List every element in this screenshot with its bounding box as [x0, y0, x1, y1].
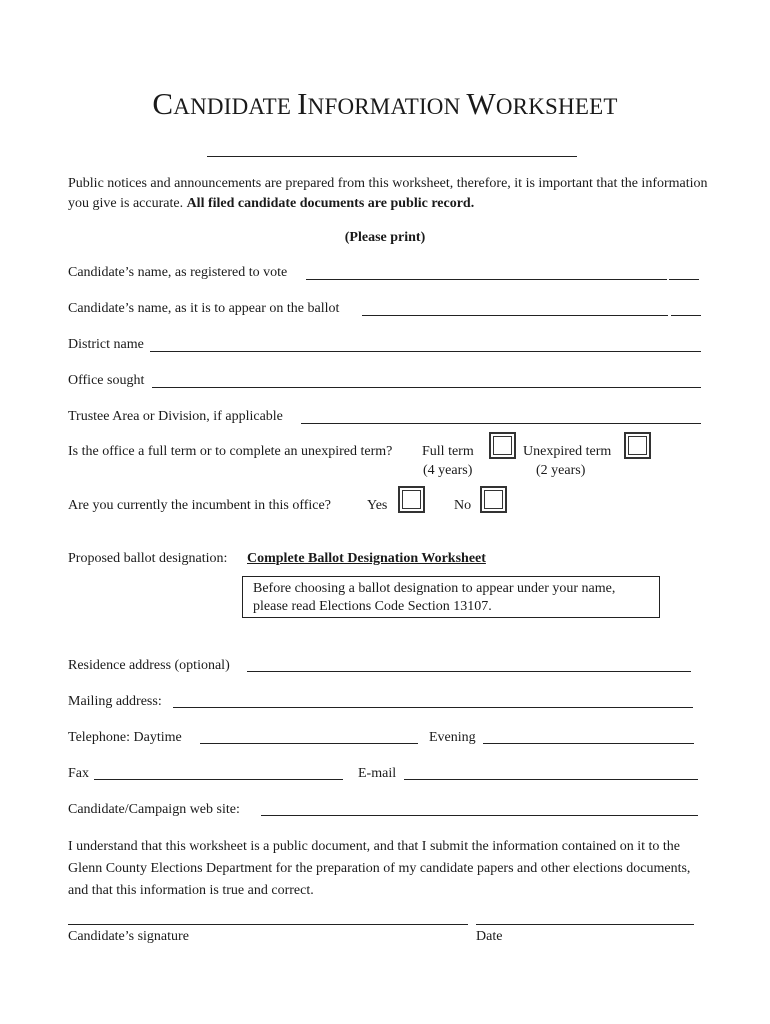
unexpired-term-label: Unexpired term — [523, 444, 612, 459]
email-field[interactable] — [404, 779, 698, 780]
mailing-field[interactable] — [173, 707, 693, 708]
title-initial-3: W — [466, 86, 496, 121]
title-word-1: ANDIDATE — [173, 94, 298, 119]
title-initial-2: I — [297, 86, 308, 121]
name-registered-label: Candidate’s name, as registered to vote — [68, 265, 288, 280]
date-label: Date — [476, 929, 503, 944]
website-field[interactable] — [261, 815, 698, 816]
unexpired-term-checkbox[interactable] — [624, 432, 651, 459]
incumbent-yes-label: Yes — [367, 498, 388, 513]
daytime-field[interactable] — [200, 743, 418, 744]
full-term-sub: (4 years) — [423, 463, 473, 478]
signature-label: Candidate’s signature — [68, 929, 189, 944]
unexpired-term-sub: (2 years) — [536, 463, 586, 478]
fax-label: Fax — [68, 766, 89, 781]
designation-label: Proposed ballot designation: — [68, 551, 228, 566]
name-ballot-suffix-field[interactable] — [671, 315, 701, 316]
name-registered-field[interactable] — [306, 279, 667, 280]
title-divider — [207, 156, 577, 157]
trustee-label: Trustee Area or Division, if applicable — [68, 409, 283, 424]
name-ballot-label: Candidate’s name, as it is to appear on the ballot — [68, 301, 340, 316]
incumbent-no-checkbox[interactable] — [480, 486, 507, 513]
title-word-2: NFORMATION — [307, 94, 467, 119]
incumbent-no-label: No — [454, 498, 472, 513]
full-term-checkbox[interactable] — [489, 432, 516, 459]
intro-text: Public notices and announcements are prepared from this worksheet, therefore, it is important that the information you give is accurate. — [68, 176, 708, 211]
designation-note-text: Before choosing a ballot designation to appear under your name, please read Elections Code Section 13107. — [253, 581, 616, 614]
intro-bold-text: All filed candidate documents are public record. — [186, 196, 475, 211]
date-field[interactable] — [476, 924, 694, 925]
name-registered-suffix-field[interactable] — [669, 279, 699, 280]
evening-field[interactable] — [483, 743, 694, 744]
page-title — [0, 88, 770, 119]
daytime-label: Telephone: Daytime — [68, 730, 182, 745]
designation-worksheet-link[interactable]: Complete Ballot Designation Worksheet — [247, 551, 486, 566]
signature-field[interactable] — [68, 924, 468, 925]
district-label: District name — [68, 337, 144, 352]
fax-field[interactable] — [94, 779, 343, 780]
office-field[interactable] — [152, 387, 701, 388]
residence-field[interactable] — [247, 671, 691, 672]
attestation-paragraph: I understand that this worksheet is a public document, and that I submit the information contained on it to the Glenn County Elections Department for the preparation of my candidate papers and other elections documents, and that this information is true and correct. — [68, 839, 691, 898]
website-label: Candidate/Campaign web site: — [68, 802, 240, 817]
email-label: E-mail — [358, 766, 397, 781]
mailing-label: Mailing address: — [68, 694, 162, 709]
evening-label: Evening — [429, 730, 476, 745]
district-field[interactable] — [150, 351, 701, 352]
office-label: Office sought — [68, 373, 145, 388]
incumbent-yes-checkbox[interactable] — [398, 486, 425, 513]
incumbent-question: Are you currently the incumbent in this office? — [68, 498, 331, 513]
full-term-label: Full term — [422, 444, 474, 459]
term-question: Is the office a full term or to complete an unexpired term? — [68, 444, 393, 459]
intro-paragraph — [68, 174, 708, 214]
title-word-3: ORKSHEET — [495, 94, 618, 119]
name-ballot-field[interactable] — [362, 315, 668, 316]
residence-label: Residence address (optional) — [68, 658, 230, 673]
title-initial-1: C — [152, 86, 174, 121]
designation-note-box — [242, 576, 660, 618]
trustee-field[interactable] — [301, 423, 701, 424]
please-print-note: (Please print) — [344, 230, 426, 245]
